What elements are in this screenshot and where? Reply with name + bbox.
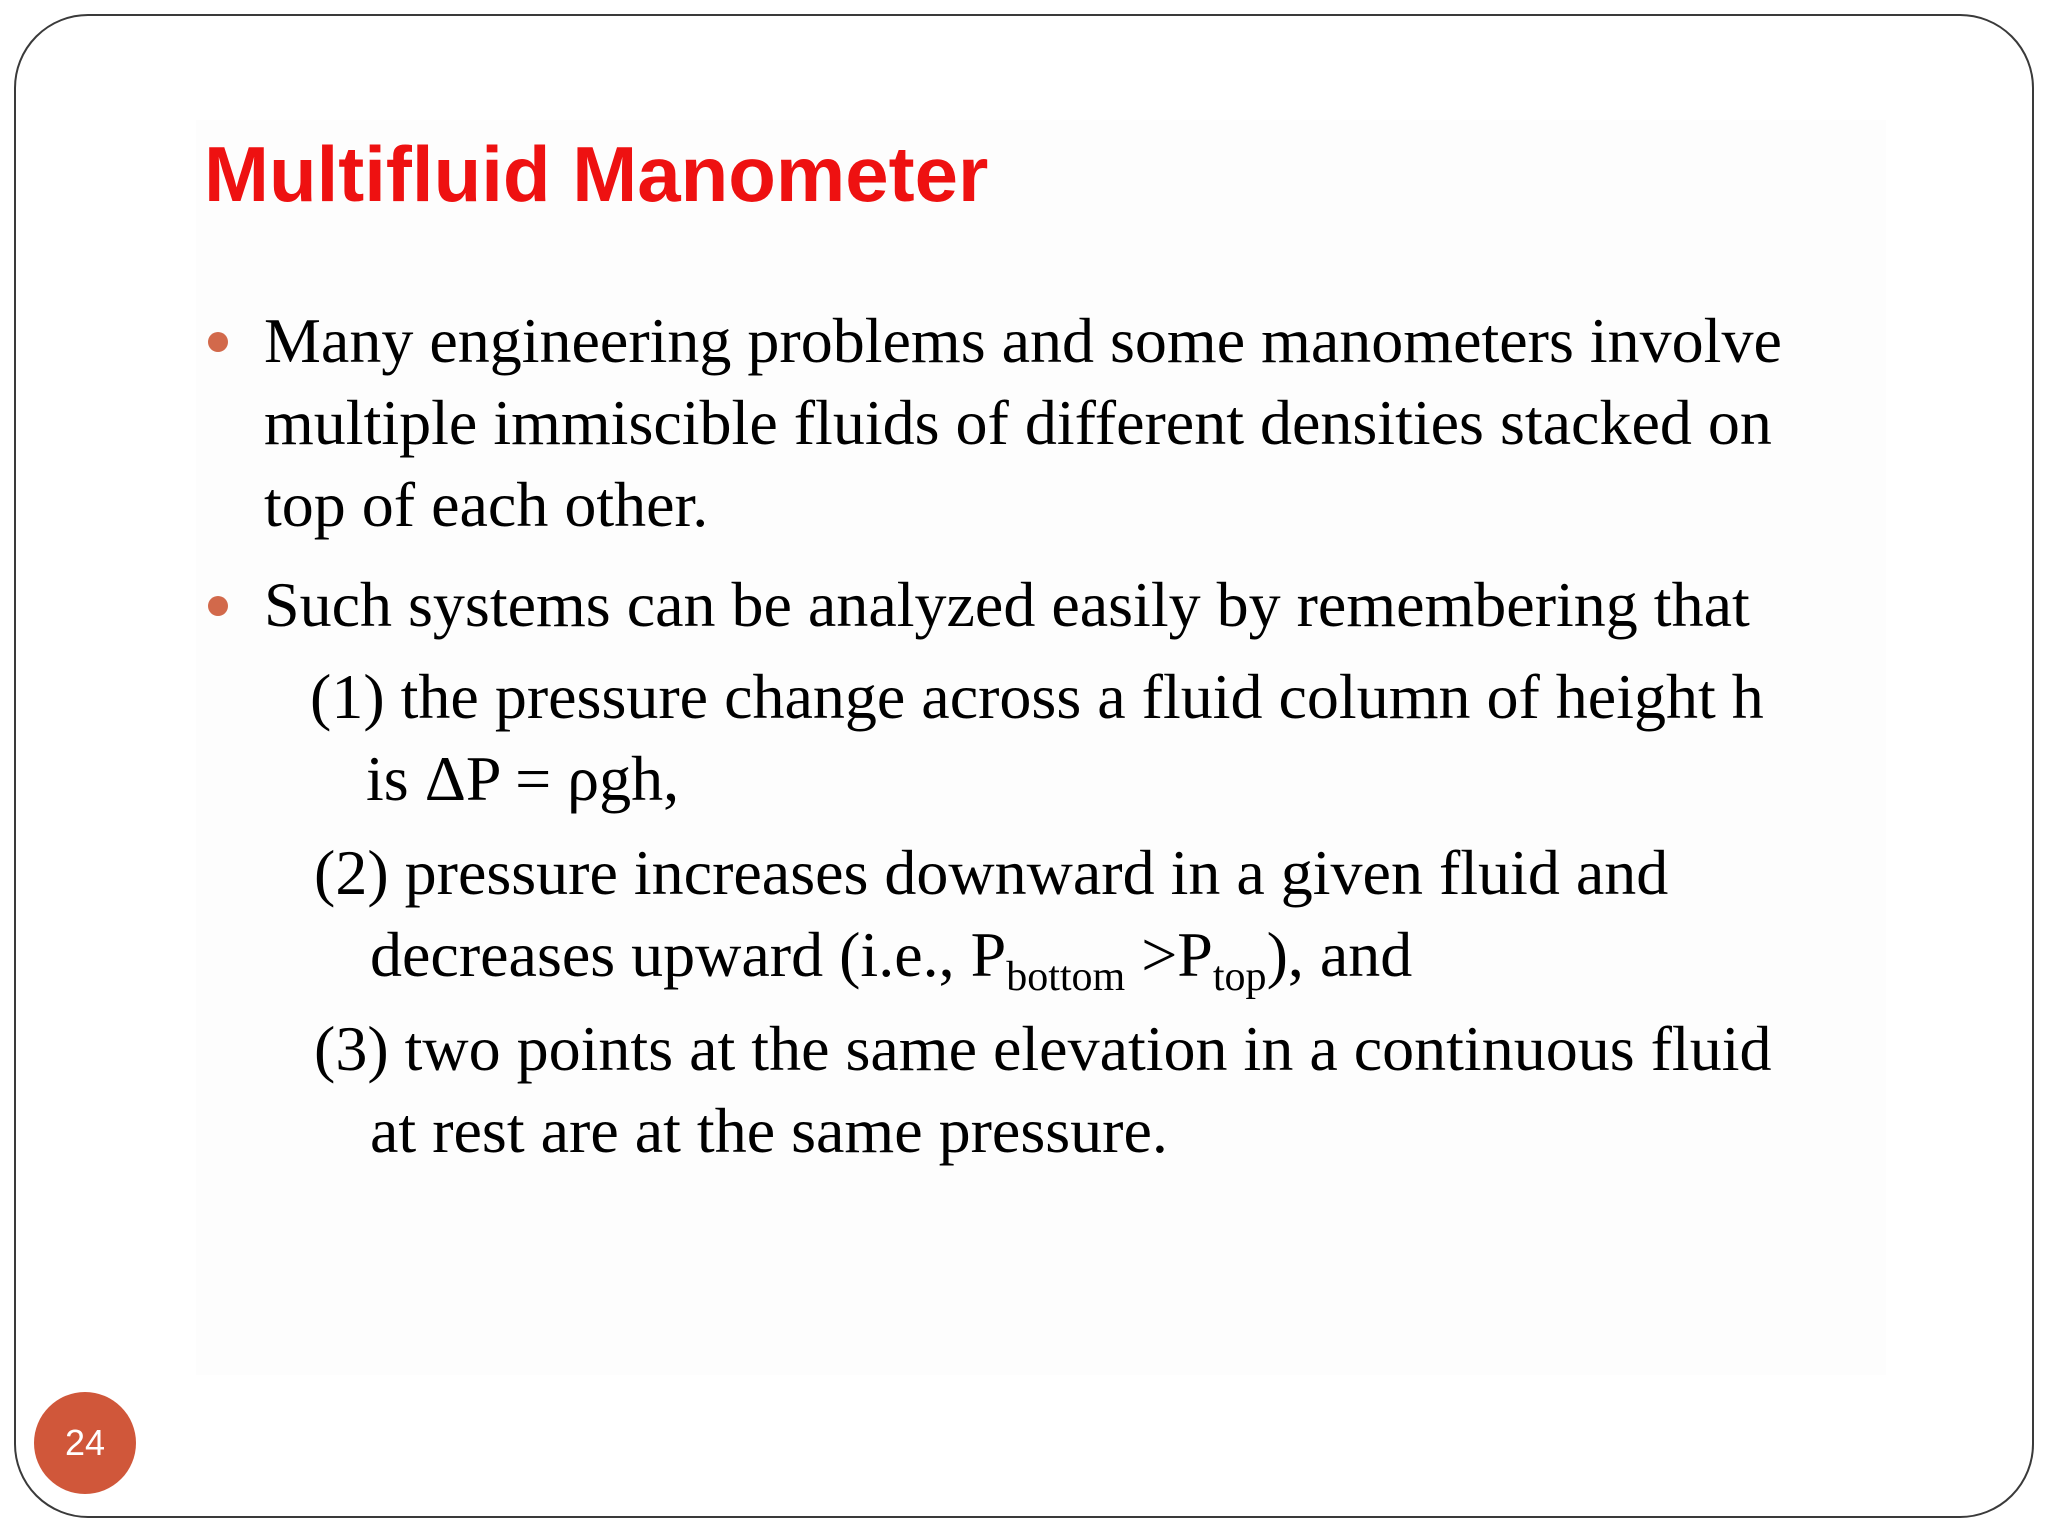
bullet-dot-icon (208, 332, 228, 352)
bullet-text (264, 564, 1750, 646)
sub-item-line: (3) two points at the same elevation in a continuous fluid (314, 1013, 1772, 1084)
text-fragment: >P (1125, 919, 1213, 990)
subscript-top: top (1212, 954, 1267, 1000)
bullet-text (264, 300, 1782, 546)
subscript-bottom: bottom (1006, 954, 1126, 1000)
sub-item-line: (1) the pressure change across a fluid column of height h (310, 661, 1764, 732)
sub-item-1 (310, 656, 1764, 820)
slide-title: Multifluid Manometer (204, 130, 989, 218)
bullet-line: multiple immiscible fluids of different densities stacked on (264, 387, 1772, 458)
text-fragment: decreases upward (i.e., P (370, 919, 1007, 990)
bullet-line: Such systems can be analyzed easily by remembering that (264, 569, 1750, 640)
sub-item-line: is ΔP = ρgh, (366, 743, 680, 814)
sub-item-2 (314, 832, 1668, 1004)
sub-item-3 (314, 1008, 1771, 1172)
bullet-line: top of each other. (264, 469, 709, 540)
bullet-line: Many engineering problems and some manometers involve (264, 305, 1782, 376)
bullet-dot-icon (208, 596, 228, 616)
sub-item-line: at rest are at the same pressure. (370, 1095, 1168, 1166)
page-number-badge: 24 (34, 1392, 136, 1494)
sub-item-line-with-subscripts (314, 914, 1668, 1004)
sub-item-line: (2) pressure increases downward in a given fluid and (314, 837, 1669, 908)
text-fragment: ), and (1266, 919, 1413, 990)
